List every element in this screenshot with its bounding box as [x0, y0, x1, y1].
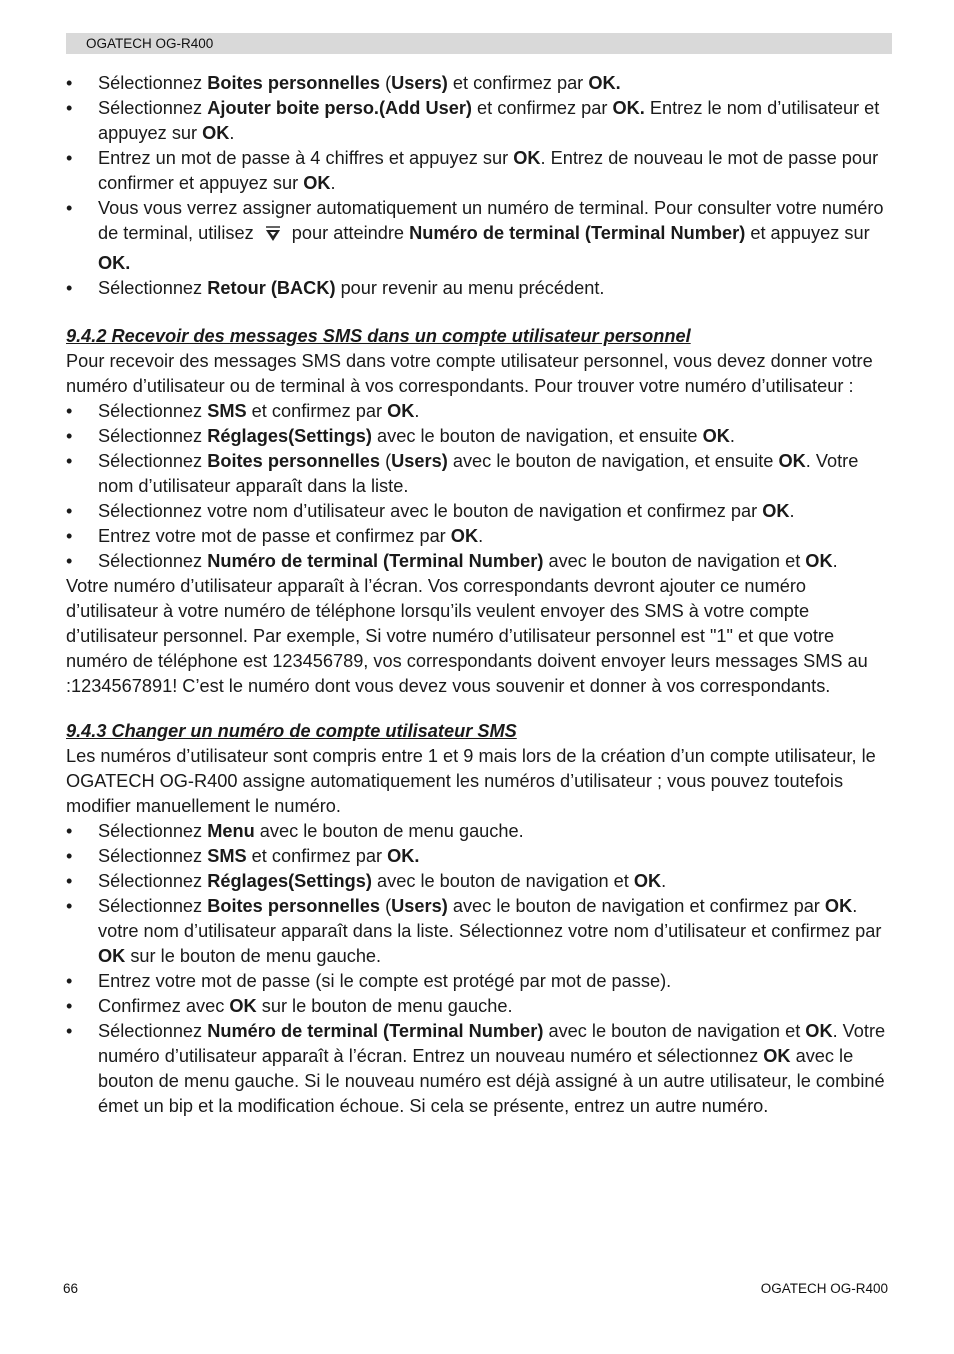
list-item: • Confirmez avec OK sur le bouton de menu gauche. [66, 994, 894, 1019]
list-item: • Sélectionnez SMS et confirmez par OK. [66, 844, 894, 869]
bullet-list-change-number [66, 819, 894, 1119]
list-item: • Entrez un mot de passe à 4 chiffres et appuyez sur OK. Entrez de nouveau le mot de passe pour confirmer et appuyez sur OK. [66, 146, 894, 196]
list-item: • Sélectionnez Boites personnelles (Users) avec le bouton de navigation et confirmez par OK. votre nom d’utilisateur apparaît dans la liste. Sélectionnez votre nom d’utilisateur et confirmez par OK sur le bouton de menu gauche. [66, 894, 894, 969]
list-item: • Sélectionnez Numéro de terminal (Terminal Number) avec le bouton de navigation et OK. [66, 549, 894, 574]
list-item: • Sélectionnez Réglages(Settings) avec le bouton de navigation et OK. [66, 869, 894, 894]
page-content [66, 71, 894, 1119]
list-item: • Sélectionnez Ajouter boite perso.(Add User) et confirmez par OK. Entrez le nom d’utilisateur et appuyez sur OK. [66, 96, 894, 146]
list-item: • Sélectionnez Retour (BACK) pour revenir au menu précédent. [66, 276, 894, 301]
list-item: • Sélectionnez Menu avec le bouton de menu gauche. [66, 819, 894, 844]
section-942-outro: Votre numéro d’utilisateur apparaît à l’écran. Vos correspondants devront ajouter ce numéro d’utilisateur à votre numéro de téléphone lorsqu’ils veulent envoyer des SMS à votre compte d’utilisateur personnel. Par exemple, Si votre numéro d’utilisateur personnel est "1" et que votre numéro de téléphone est 123456789, vos correspondants doivent envoyer leurs messages SMS au :1234567891! C’est le numéro dont vous devez vous souvenir et donner à vos correspondants. [66, 576, 868, 696]
bullet-list-receive-sms [66, 399, 894, 574]
section-heading-943: 9.4.3 Changer un numéro de compte utilisateur SMS [66, 721, 517, 741]
list-item: • Sélectionnez SMS et confirmez par OK. [66, 399, 894, 424]
list-item: • Sélectionnez Numéro de terminal (Terminal Number) avec le bouton de navigation et OK. Votre numéro d’utilisateur apparaît à l’écran. Entrez un nouveau numéro et sélectionnez OK avec le bouton de menu gauche. Si le nouveau numéro est déjà assigné à un autre utilisateur, le combiné émet un bip et la modification échoue. Si cela se présente, entrez un autre numéro. [66, 1019, 894, 1119]
list-item: • Sélectionnez votre nom d’utilisateur avec le bouton de navigation et confirmez par OK. [66, 499, 894, 524]
list-item: • Vous vous verrez assigner automatiquement un numéro de terminal. Pour consulter votre numéro de terminal, utilisez pour atteindre Numéro de terminal (Terminal Number) et appuyez sur OK. [66, 196, 894, 276]
list-item: • Sélectionnez Boites personnelles (Users) avec le bouton de navigation, et ensuite OK. Votre nom d’utilisateur apparaît dans la liste. [66, 449, 894, 499]
page-number: 66 [63, 1281, 79, 1296]
section-heading-942: 9.4.2 Recevoir des messages SMS dans un compte utilisateur personnel [66, 326, 691, 346]
footer-product: OGATECH OG-R400 [760, 1281, 888, 1296]
navigation-down-icon [263, 224, 283, 251]
list-item: • Entrez votre mot de passe (si le compte est protégé par mot de passe). [66, 969, 894, 994]
page-header [66, 33, 892, 54]
section-942-intro: Pour recevoir des messages SMS dans votre compte utilisateur personnel, vous devez donner votre numéro d’utilisateur ou de terminal à vos correspondants. Pour trouver votre numéro d’utilisateur : [66, 351, 873, 396]
list-item: • Sélectionnez Boites personnelles (Users) et confirmez par OK. [66, 71, 894, 96]
list-item: • Entrez votre mot de passe et confirmez par OK. [66, 524, 894, 549]
bullet-list-users [66, 71, 894, 301]
list-item: • Sélectionnez Réglages(Settings) avec le bouton de navigation, et ensuite OK. [66, 424, 894, 449]
header-title: OGATECH OG-R400 [86, 36, 214, 51]
section-943-intro: Les numéros d’utilisateur sont compris entre 1 et 9 mais lors de la création d’un compte utilisateur, le OGATECH OG-R400 assigne automatiquement les numéros d’utilisateur ; vous pouvez toutefois modifier manuellement le numéro. [66, 746, 876, 816]
